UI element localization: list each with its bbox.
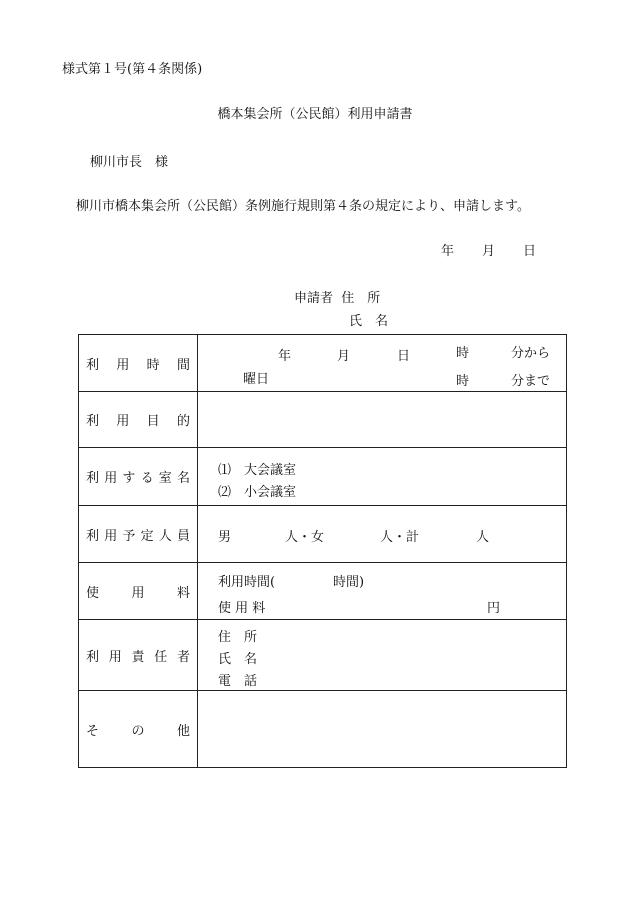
applicant-name-label: 氏 名: [349, 314, 389, 329]
time-weekday: 曜日: [243, 372, 270, 387]
label-room-name: 利 用 す る 室 名: [79, 448, 198, 506]
document-title: 橋本集会所（公民館）利用申請書: [217, 107, 413, 122]
time-day: 日: [397, 349, 411, 364]
label-responsible-person: 利 用 責 任 者: [79, 620, 198, 691]
applicant-address-label: 住 所: [341, 291, 381, 306]
row-room-name: [79, 448, 567, 506]
time-start-minute: 分から: [511, 346, 551, 361]
label-usage-fee: 使 用 料: [79, 563, 198, 620]
time-month: 月: [337, 349, 351, 364]
field-usage-time[interactable]: [198, 335, 567, 392]
field-usage-fee[interactable]: [198, 563, 567, 620]
application-table: [78, 334, 567, 768]
applicant-label: 申請者: [294, 291, 334, 306]
fee-hours-close: 時間): [333, 575, 365, 590]
application-date: [441, 240, 536, 259]
label-other: そ の 他: [79, 691, 198, 768]
time-end-hour: 時: [456, 374, 470, 389]
application-statement: 柳川市橋本集会所（公民館）条例施行規則第４条の規定により、申請します。: [76, 199, 530, 214]
time-end-minute: 分まで: [511, 374, 551, 389]
attendees-male: 男: [218, 530, 232, 545]
label-usage-purpose: 利 用 目 的: [79, 392, 198, 448]
field-planned-attendees[interactable]: [198, 506, 567, 563]
date-month: 月: [482, 244, 496, 259]
field-room-name: [198, 448, 567, 506]
date-day: 日: [523, 244, 537, 259]
label-planned-attendees: 利 用 予 定 人 員: [79, 506, 198, 563]
row-usage-purpose: [79, 392, 567, 448]
fee-hours-open: 利用時間(: [218, 575, 276, 590]
row-other: [79, 691, 567, 768]
field-usage-purpose[interactable]: [198, 392, 567, 448]
attendees-female: 人・女: [285, 530, 325, 545]
row-usage-fee: [79, 563, 567, 620]
attendees-total: 人・計: [380, 530, 420, 545]
responsible-phone-label: 電 話: [218, 674, 258, 689]
field-other[interactable]: [198, 691, 567, 768]
time-year: 年: [278, 349, 292, 364]
label-usage-time: 利 用 時 間: [79, 335, 198, 392]
time-start-hour: 時: [456, 346, 470, 361]
field-responsible-person[interactable]: [198, 620, 567, 691]
row-responsible-person: [79, 620, 567, 691]
addressee: 柳川市長 様: [90, 155, 169, 170]
fee-yen-unit: 円: [487, 601, 501, 616]
form-number-label: 様式第１号(第４条関係): [62, 62, 203, 77]
responsible-address-label: 住 所: [218, 630, 258, 645]
room-option-large[interactable]: ⑴ 大会議室: [218, 463, 297, 478]
room-option-small[interactable]: ⑵ 小会議室: [218, 485, 297, 500]
row-planned-attendees: [79, 506, 567, 563]
attendees-total-unit: 人: [476, 530, 490, 545]
responsible-name-label: 氏 名: [218, 652, 258, 667]
row-usage-time: [79, 335, 567, 392]
date-year: 年: [441, 244, 455, 259]
fee-amount-label: 使 用 料: [218, 601, 266, 616]
applicant-address-row: [294, 287, 380, 306]
